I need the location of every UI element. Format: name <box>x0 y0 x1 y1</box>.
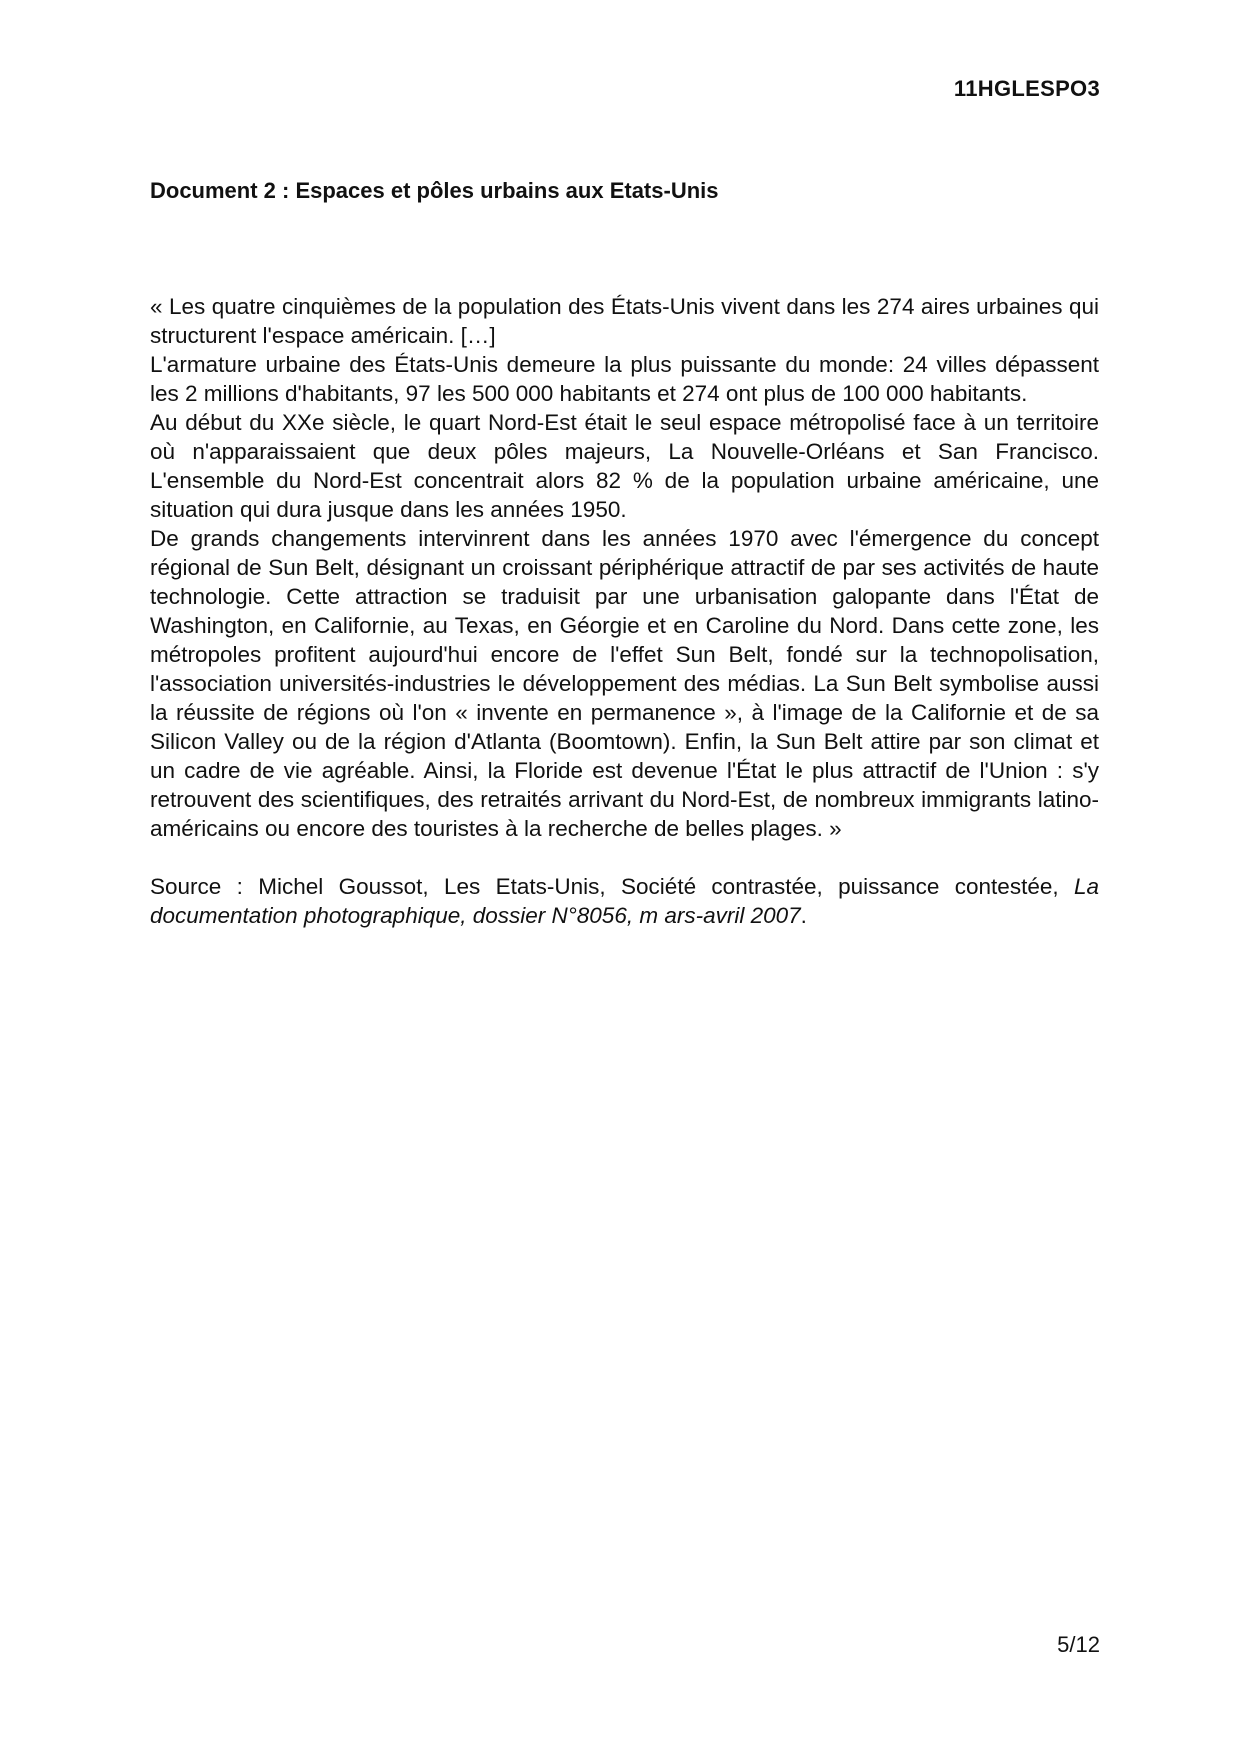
paragraph-2: L'armature urbaine des États-Unis demeure la plus puissante du monde: 24 villes dépassent les 2 millions d'habitants, 97 les 500 000 habitants et 274 ont plus de 100 000 habitants. <box>150 352 1099 406</box>
paragraph-4: De grands changements intervinrent dans les années 1970 avec l'émergence du concept régional de Sun Belt, désignant un croissant périphérique attractif de par ses activités de haute technologie. Cette attraction se traduisit par une urbanisation galopante dans l'État de Washington, en Californie, au Texas, en Géorgie et en Caroline du Nord. Dans cette zone, les métropoles profitent aujourd'hui encore de l'effet Sun Belt, fondé sur la technopolisation, l'association universités-industries le développement des médias. La Sun Belt symbolise aussi la réussite de régions où l'on « invente en permanence », à l'image de la Californie et de sa Silicon Valley ou de la région d'Atlanta (Boomtown). Enfin, la Sun Belt attire par son climat et un cadre de vie agréable. Ainsi, la Floride est devenue l'État le plus attractif de l'Union : s'y retrouvent des scientifiques, des retraités arrivant du Nord-Est, de nombreux immigrants latino-américains ou encore des touristes à la recherche de belles plages. » <box>150 526 1099 841</box>
document-title: Document 2 : Espaces et pôles urbains aux Etats-Unis <box>150 178 719 203</box>
source-publication: La documentation photographique, dossier N°8056, m ars-avril 2007 <box>150 874 1099 928</box>
document-code: 11HGLESPO3 <box>953 76 1100 101</box>
source-suffix: . <box>800 903 807 928</box>
source-prefix: Source : Michel Goussot, Les Etats-Unis, Société contrastée, puissance contestée, <box>150 874 1059 899</box>
source-citation <box>150 872 1099 930</box>
document-body <box>150 292 1099 930</box>
paragraph-1: « Les quatre cinquièmes de la population des États-Unis vivent dans les 274 aires urbaines qui structurent l'espace américain. […] <box>150 294 1099 348</box>
paragraph-3: Au début du XXe siècle, le quart Nord-Est était le seul espace métropolisé face à un territoire où n'apparaissaient que deux pôles majeurs, La Nouvelle-Orléans et San Francisco. L'ensemble du Nord-Est concentrait alors 82 % de la population urbaine américaine, une situation qui dura jusque dans les années 1950. <box>150 410 1099 522</box>
page-number: 5/12 <box>1057 1632 1100 1657</box>
